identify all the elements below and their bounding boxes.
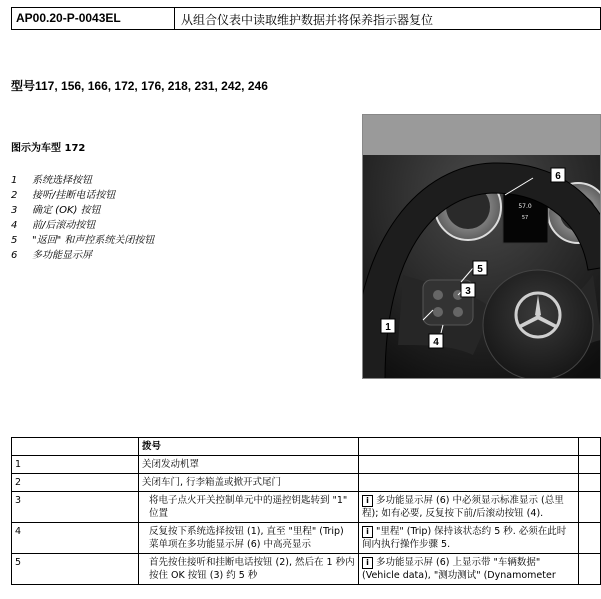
- info-icon: i: [362, 526, 373, 538]
- step-note: "里程" (Trip) 保持该状态约 5 秒. 必须在此时间内执行操作步骤 5.: [362, 526, 567, 550]
- table-row: [12, 492, 601, 523]
- legend-item: 5 "返回" 和声控系统关闭按钮: [11, 235, 155, 246]
- document-header: [11, 7, 601, 30]
- legend-item: 2 接听/挂断电话按钮: [11, 190, 116, 201]
- callout-1: 1: [385, 322, 391, 333]
- step-note: [359, 474, 579, 492]
- step-action: 关闭车门, 行李箱盖或掀开式尾门: [139, 474, 359, 492]
- legend-item: 6 多功能显示屏: [11, 250, 92, 261]
- step-action: 首先按住接听和挂断电话按钮 (2), 然后在 1 秒内按住 OK 按钮 (3) 约 5 秒: [139, 554, 359, 585]
- info-icon: i: [362, 495, 373, 507]
- callout-3: 3: [465, 286, 471, 297]
- step-number: 5: [12, 554, 139, 585]
- display-value-primary: 57.0: [518, 203, 532, 210]
- table-row: [12, 554, 601, 585]
- legend-item: 4 前/后滚动按钮: [11, 220, 96, 231]
- callout-6: 6: [555, 171, 561, 182]
- step-note-cell: [359, 492, 579, 523]
- callout-5: 5: [477, 264, 483, 275]
- step-number: 3: [12, 492, 139, 523]
- callout-4: 4: [433, 337, 439, 348]
- steering-wheel-illustration: [363, 115, 601, 379]
- legend-item: 3 确定 (OK) 按钮: [11, 205, 101, 216]
- step-action: 反复按下系统选择按钮 (1), 直至 "里程" (Trip) 菜单项在多功能显示屏 (6) 中高亮显示: [139, 523, 359, 554]
- table-header-label: 拨号: [139, 438, 359, 456]
- step-action: 将电子点火开关控制单元中的遥控钥匙转到 "1" 位置: [139, 492, 359, 523]
- figure-caption: 图示为车型 172: [11, 143, 86, 154]
- step-note: [359, 456, 579, 474]
- step-number: 2: [12, 474, 139, 492]
- table-row: [12, 474, 601, 492]
- step-note: 多功能显示屏 (6) 上显示带 "车辆数据" (Vehicle data), "测功测试" (Dynamometer: [362, 557, 556, 581]
- info-icon: i: [362, 557, 373, 569]
- table-header-row: [12, 438, 601, 456]
- steering-wheel-photo: [362, 114, 601, 379]
- table-row: [12, 523, 601, 554]
- step-number: 4: [12, 523, 139, 554]
- legend-item: 1 系统选择按钮: [11, 175, 92, 186]
- step-note-cell: [359, 523, 579, 554]
- procedure-table: [11, 437, 601, 585]
- document-code: AP00.20-P-0043EL: [12, 8, 175, 29]
- document-title: 从组合仪表中读取维护数据并将保养指示器复位: [181, 13, 434, 27]
- step-note: 多功能显示屏 (6) 中必须显示标准显示 (总里程); 如有必要, 反复按下前/后滚动按钮 (4).: [362, 495, 564, 519]
- models-line: 型号117, 156, 166, 172, 176, 218, 231, 242, 246: [11, 79, 268, 93]
- legend-list: [11, 173, 154, 263]
- step-number: 1: [12, 456, 139, 474]
- step-action: 关闭发动机罩: [139, 456, 359, 474]
- display-value-secondary: 57: [521, 215, 529, 221]
- step-note-cell: [359, 554, 579, 585]
- table-row: [12, 456, 601, 474]
